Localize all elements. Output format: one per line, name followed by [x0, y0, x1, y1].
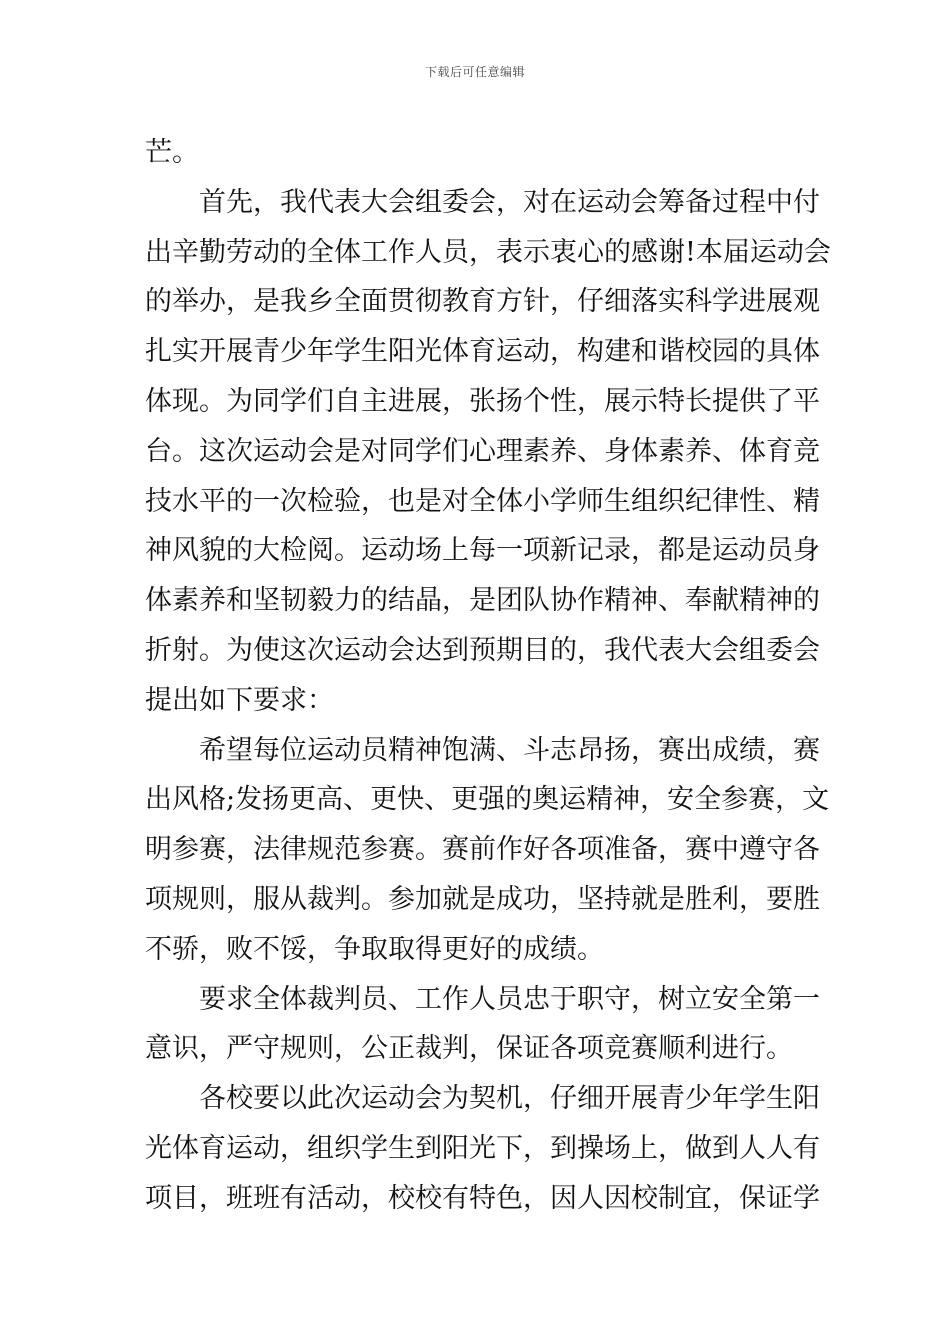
text-line: 项目，班班有活动，校校有特色，因人因校制宜，保证学 — [145, 1182, 820, 1214]
text-line: 台。这次运动会是对同学们心理素养、身体素养、体育竞 — [145, 435, 820, 467]
paragraph-first-line: 希望每位运动员精神饱满、斗志昂扬，赛出成绩，赛 — [199, 734, 820, 766]
document-body — [145, 128, 831, 1224]
paragraph-first-line: 各校要以此次运动会为契机，仔细开展青少年学生阳 — [199, 1083, 820, 1115]
text-line: 不骄，败不馁，争取取得更好的成绩。 — [145, 933, 604, 965]
text-line: 的举办，是我乡全面贯彻教育方针，仔细落实科学进展观 — [145, 286, 820, 318]
text-line: 神风貌的大检阅。运动场上每一项新记录，都是运动员身 — [145, 535, 820, 567]
text-line: 芒。 — [145, 137, 199, 168]
text-line: 项规则，服从裁判。参加就是成功，坚持就是胜利，要胜 — [145, 883, 820, 915]
page-header: 下载后可任意编辑 — [424, 65, 525, 79]
paragraph-first-line: 首先，我代表大会组委会，对在运动会筹备过程中付 — [199, 186, 820, 218]
text-line: 出辛勤劳动的全体工作人员，表示衷心的感谢!本届运动会 — [145, 236, 831, 268]
text-line: 折射。为使这次运动会达到预期目的，我代表大会组委会 — [145, 634, 820, 666]
paragraph-first-line: 要求全体裁判员、工作人员忠于职守，树立安全第一 — [199, 983, 820, 1015]
text-line: 明参赛，法律规范参赛。赛前作好各项准备，赛中遵守各 — [145, 834, 820, 866]
text-line: 提出如下要求： — [145, 684, 334, 716]
text-line: 体素养和坚韧毅力的结晶，是团队协作精神、奉献精神的 — [145, 585, 820, 617]
text-line: 技水平的一次检验，也是对全体小学师生组织纪律性、精 — [145, 485, 820, 517]
text-line: 意识，严守规则，公正裁判，保证各项竞赛顺利进行。 — [145, 1033, 793, 1065]
text-line: 体现。为同学们自主进展，张扬个性，展示特长提供了平 — [145, 385, 820, 417]
text-line: 扎实开展青少年学生阳光体育运动，构建和谐校园的具体 — [145, 336, 820, 368]
text-line: 光体育运动，组织学生到阳光下，到操场上，做到人人有 — [145, 1132, 820, 1164]
text-line: 出风格;发扬更高、更快、更强的奥运精神，安全参赛，文 — [145, 784, 830, 816]
